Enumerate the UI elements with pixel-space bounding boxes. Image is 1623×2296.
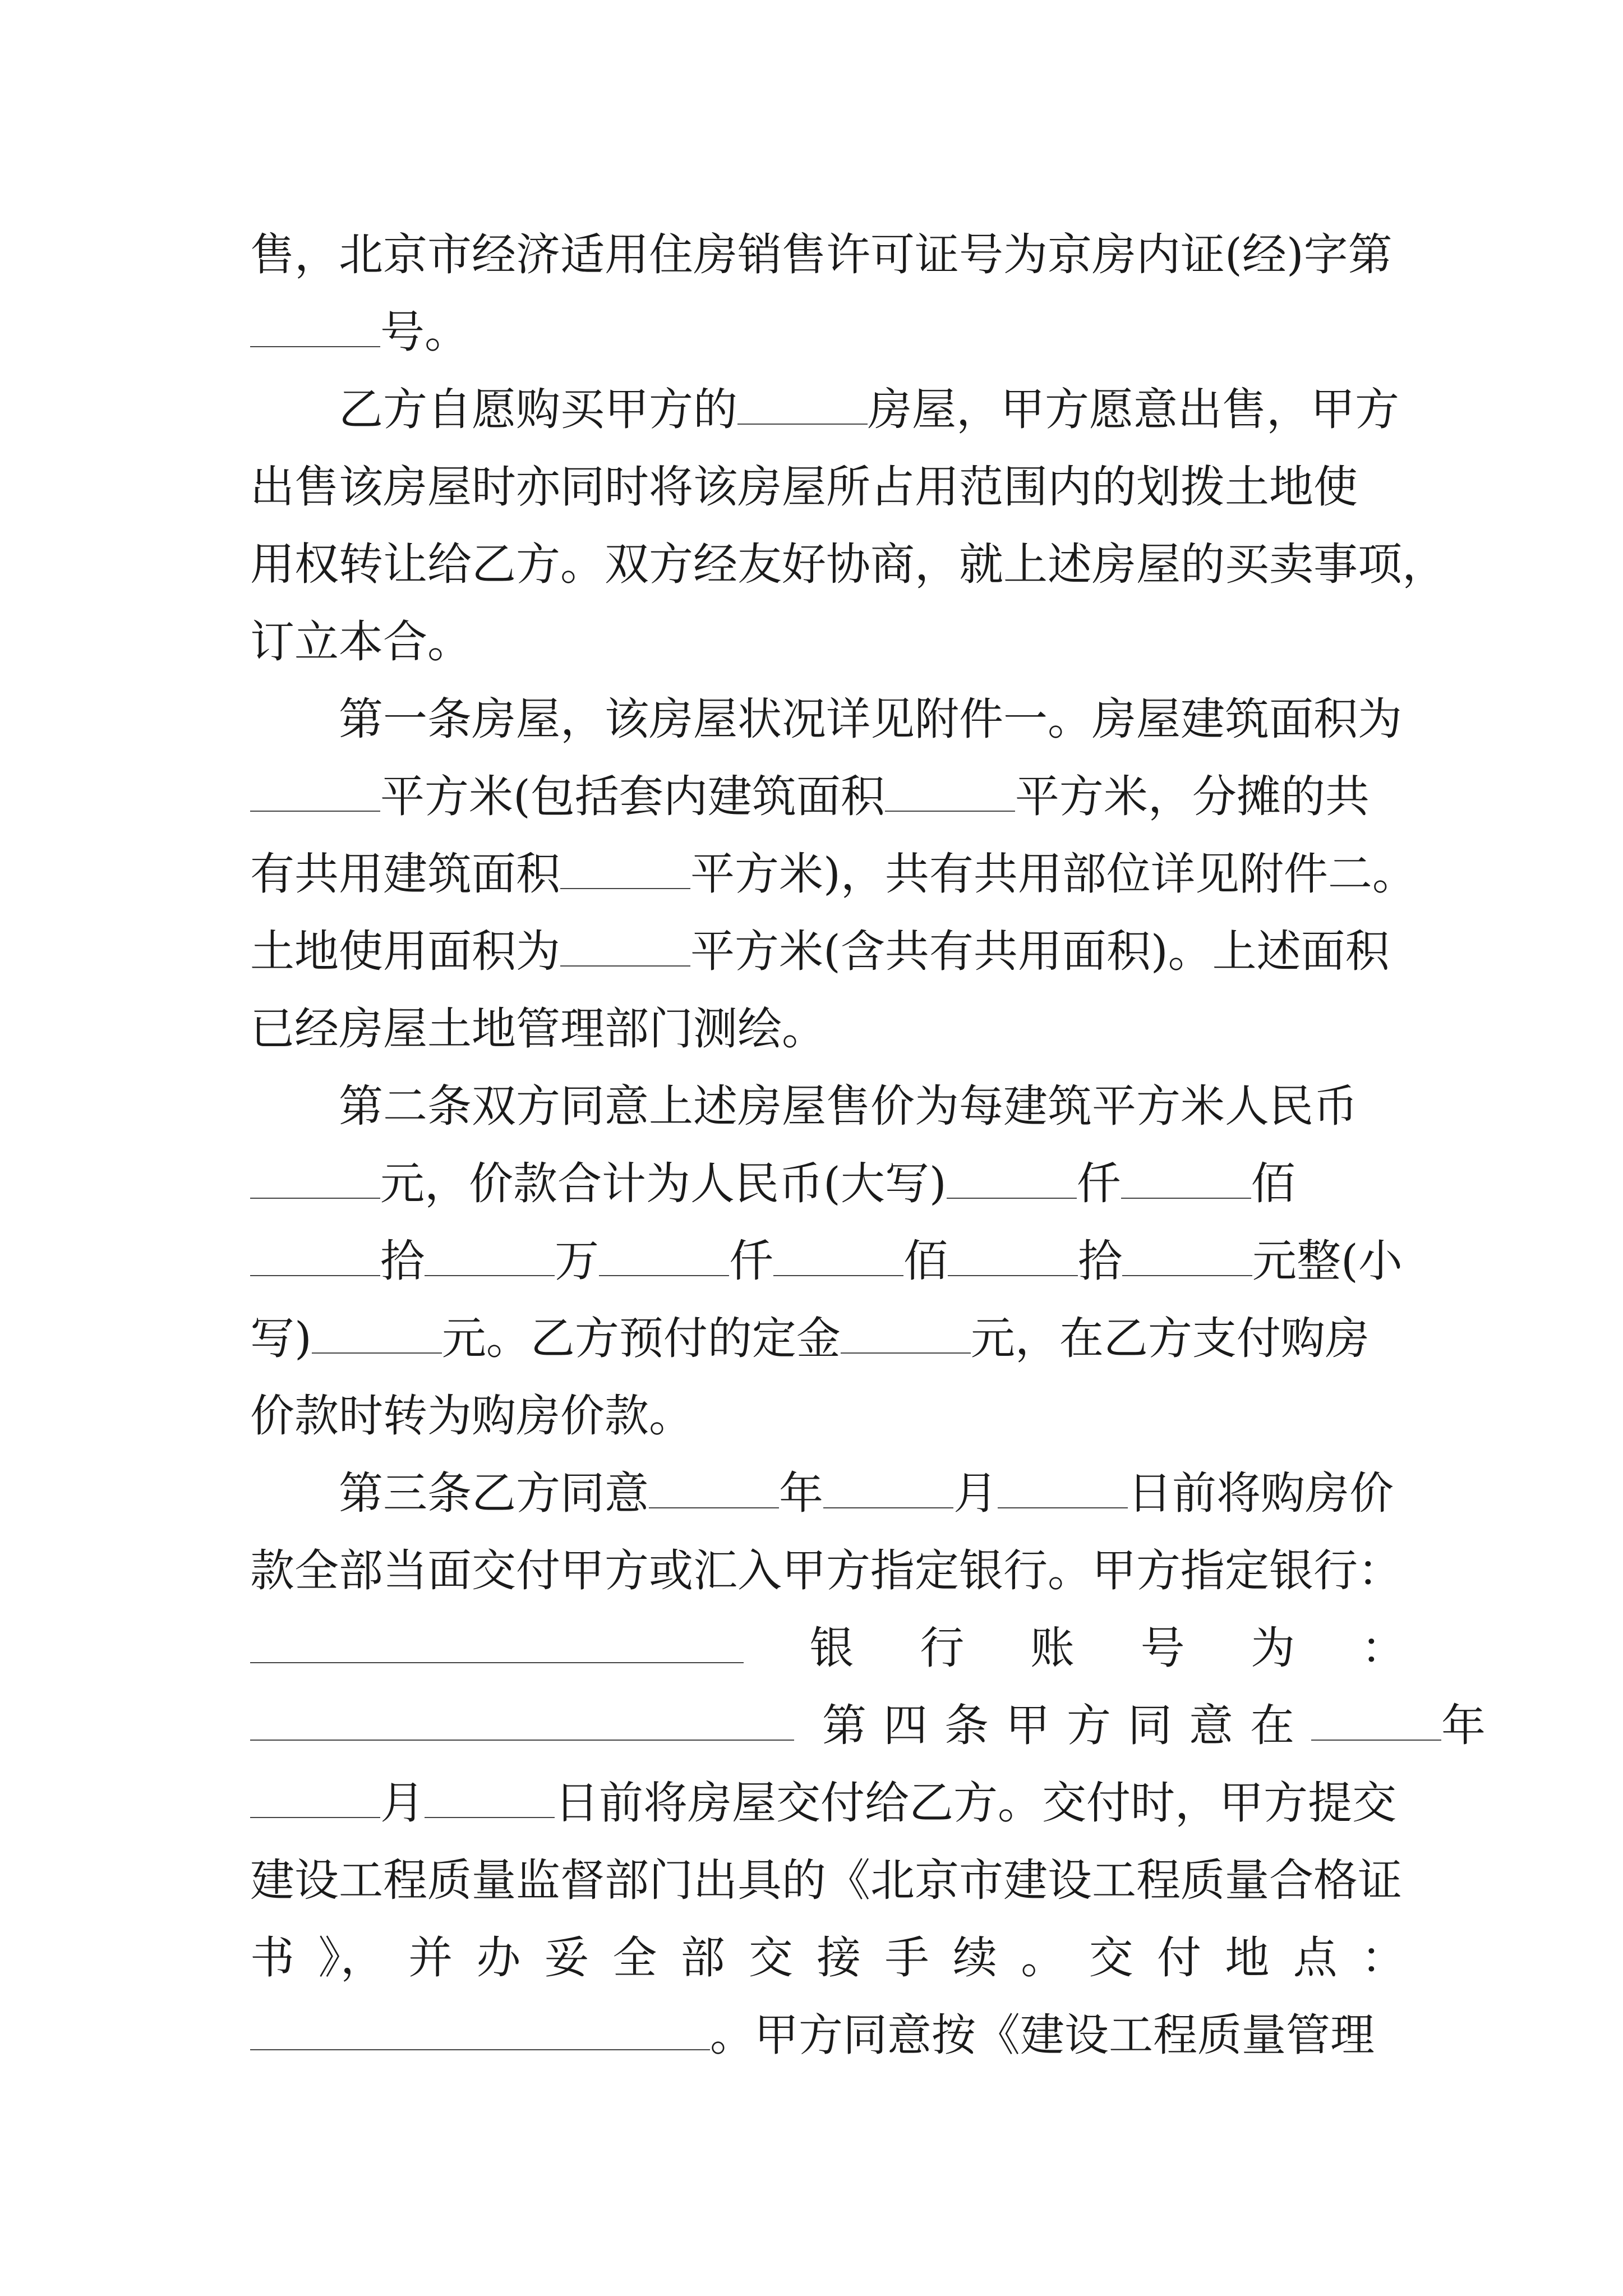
fill-in-blank xyxy=(312,1313,442,1354)
text-run: 拾 xyxy=(1078,1235,1122,1287)
text-run: 款全部当面交付甲方或汇入甲方指定银行。甲方指定银行： xyxy=(250,1545,1402,1596)
text-line xyxy=(250,1842,1405,1919)
text-run: 交 xyxy=(748,1932,793,1984)
text-run: 交 xyxy=(1089,1932,1133,1984)
text-line xyxy=(250,1300,1405,1377)
fill-in-blank xyxy=(947,1158,1077,1199)
text-run: 全 xyxy=(612,1932,657,1984)
text-run: 有共用建筑面积 xyxy=(250,848,560,900)
text-run: 平方米)，共有共用部位详见附件二。 xyxy=(690,848,1417,900)
text-line xyxy=(250,1609,1405,1687)
text-run: 价款时转为购房价款。 xyxy=(250,1390,693,1442)
fill-in-blank xyxy=(560,849,690,889)
text-line xyxy=(250,835,1417,913)
text-run: 点 xyxy=(1293,1932,1338,1984)
text-line xyxy=(250,448,1405,526)
text-run: 已经房屋土地管理部门测绘。 xyxy=(250,1003,826,1055)
fill-in-blank xyxy=(250,771,380,812)
text-run: 拾 xyxy=(380,1235,425,1287)
text-run: 第四条甲方同意在 xyxy=(822,1700,1311,1751)
text-run: 第一条房屋，该房屋状况详见附件一。房屋建筑面积为 xyxy=(339,693,1402,745)
text-run: 售，北京市经济适用住房销售许可证号为京房内证(经)字第 xyxy=(250,229,1393,280)
text-run: 元整(小 xyxy=(1252,1235,1403,1287)
text-run: 月 xyxy=(380,1777,425,1829)
text-line xyxy=(250,371,1405,448)
text-run: 日前将购房价 xyxy=(1128,1467,1394,1519)
text-run: 部 xyxy=(680,1932,725,1984)
fill-in-blank xyxy=(998,1468,1128,1508)
fill-in-blank xyxy=(1121,1158,1251,1199)
text-run: 月 xyxy=(953,1467,998,1519)
text-run: 佰 xyxy=(903,1235,948,1287)
text-run: 元，在乙方支付购房 xyxy=(970,1313,1370,1364)
fill-in-blank xyxy=(250,1778,380,1818)
text-run: 。 xyxy=(1021,1932,1066,1984)
text-line xyxy=(250,1145,1405,1222)
text-run: 为 xyxy=(1251,1622,1295,1674)
text-run: 接 xyxy=(817,1932,861,1984)
fill-in-blank xyxy=(599,1236,729,1276)
fill-in-blank xyxy=(250,1700,794,1741)
text-line xyxy=(250,1222,1405,1300)
text-line xyxy=(250,1455,1405,1532)
fill-in-blank xyxy=(885,771,1015,812)
contract-text xyxy=(250,216,1486,2074)
text-line xyxy=(250,1996,1405,2074)
text-run: 日前将房屋交付给乙方。交付时，甲方提交 xyxy=(555,1777,1396,1829)
text-line xyxy=(250,1068,1405,1145)
fill-in-blank xyxy=(649,1468,779,1508)
text-run: ： xyxy=(1361,1932,1405,1984)
fill-in-blank xyxy=(560,926,690,967)
text-run: 房屋，甲方愿意出售，甲方 xyxy=(868,384,1399,435)
text-line xyxy=(250,1377,1405,1455)
text-run: 平方米，分摊的共 xyxy=(1015,771,1370,822)
text-run: 仟 xyxy=(1076,1158,1121,1209)
text-run: 建设工程质量监督部门出具的《北京市建设工程质量合格证 xyxy=(250,1855,1402,1906)
text-line xyxy=(250,913,1405,990)
text-run: 行 xyxy=(920,1622,965,1674)
text-run: 仟 xyxy=(729,1235,773,1287)
text-run: 号。 xyxy=(380,306,469,358)
text-line xyxy=(250,1687,1486,1764)
text-run: 写) xyxy=(250,1313,312,1364)
text-run: 乙方自愿购买甲方的 xyxy=(339,384,737,435)
text-run: 订立本合。 xyxy=(250,616,472,668)
text-run: 并 xyxy=(408,1932,453,1984)
fill-in-blank xyxy=(1311,1700,1441,1741)
text-run: 号 xyxy=(1140,1622,1185,1674)
text-run: 第二条双方同意上述房屋售价为每建筑平方米人民币 xyxy=(339,1080,1358,1132)
text-run: 。甲方同意按《建设工程质量管理 xyxy=(710,2009,1375,2061)
fill-in-blank xyxy=(250,1236,380,1276)
text-run: 出售该房屋时亦同时将该房屋所占用范围内的划拨土地使 xyxy=(250,461,1358,513)
text-run: 办 xyxy=(476,1932,521,1984)
text-line xyxy=(250,293,1405,371)
text-run: 书 xyxy=(250,1932,294,1984)
fill-in-blank xyxy=(773,1236,903,1276)
fill-in-blank xyxy=(250,2010,710,2050)
text-line xyxy=(250,758,1405,835)
text-run: 用权转让给乙方。双方经友好协商，就上述房屋的买卖事项， xyxy=(250,539,1446,590)
text-line xyxy=(250,526,1446,603)
text-run: 年 xyxy=(1441,1700,1486,1751)
fill-in-blank xyxy=(841,1313,971,1354)
fill-in-blank xyxy=(425,1236,555,1276)
text-run: 第三条乙方同意 xyxy=(339,1467,649,1519)
text-line xyxy=(250,1764,1405,1842)
text-run: 付 xyxy=(1156,1932,1201,1984)
text-run: 元，价款合计为人民币(大写) xyxy=(380,1158,947,1209)
text-run: 平方米(包括套内建筑面积 xyxy=(380,771,885,822)
text-run: 地 xyxy=(1225,1932,1270,1984)
text-run: 佰 xyxy=(1251,1158,1295,1209)
text-run: 平方米(含共有共用面积)。上述面积 xyxy=(690,926,1390,977)
text-run: 万 xyxy=(555,1235,599,1287)
text-run: ： xyxy=(1361,1622,1405,1674)
text-run: 土地使用面积为 xyxy=(250,926,560,977)
fill-in-blank xyxy=(823,1468,953,1508)
text-line xyxy=(250,603,1405,680)
text-line xyxy=(250,1532,1405,1609)
text-line xyxy=(250,216,1405,293)
text-run: 账 xyxy=(1030,1622,1075,1674)
text-run: 年 xyxy=(779,1467,823,1519)
fill-in-blank xyxy=(1122,1236,1252,1276)
text-run: 续 xyxy=(952,1932,997,1984)
fill-in-blank xyxy=(737,384,868,425)
text-run: 》， xyxy=(318,1932,385,1984)
fill-in-blank xyxy=(250,1158,380,1199)
fill-in-blank xyxy=(948,1236,1078,1276)
text-line xyxy=(250,680,1405,758)
fill-in-blank xyxy=(250,307,380,347)
fill-in-blank xyxy=(425,1778,555,1818)
fill-in-blank xyxy=(250,1623,744,1663)
text-run: 妥 xyxy=(544,1932,589,1984)
text-line xyxy=(250,1919,1405,1996)
text-line xyxy=(250,990,1405,1068)
text-run: 银 xyxy=(809,1622,854,1674)
text-run: 手 xyxy=(884,1932,929,1984)
text-run: 元。乙方预付的定金 xyxy=(441,1313,841,1364)
